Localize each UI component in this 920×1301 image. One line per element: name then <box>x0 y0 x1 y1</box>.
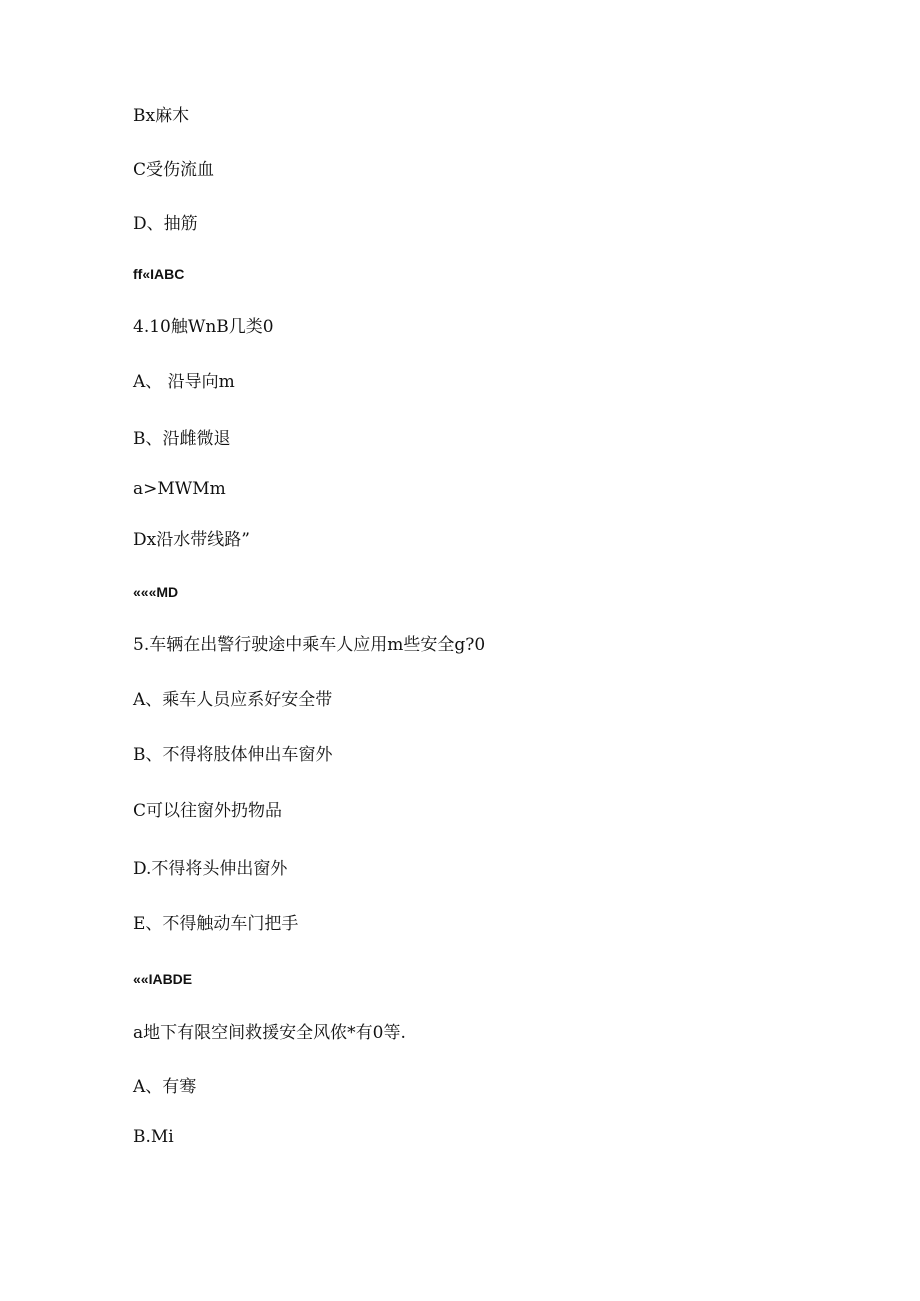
option-5-e: E、不得触动车门把手 <box>133 914 299 934</box>
option-c-bleeding: C受伤流血 <box>133 160 215 180</box>
option-4-c: a>MWMm <box>133 479 226 499</box>
question-5: 5.车辆在出警行驶途中乘车人应用m些安全g?0 <box>133 635 486 655</box>
answer-line-5: ««IABDE <box>133 971 193 987</box>
option-4-a: A、 沿导向m <box>133 372 235 392</box>
question-4: 4.10触WnB几类0 <box>133 317 274 337</box>
option-b-numbness: Bx麻木 <box>133 106 190 126</box>
option-6-b: B.Mi <box>133 1127 174 1147</box>
answer-line-3: ff«IABC <box>133 266 185 282</box>
option-5-b: B、不得将肢体伸出车窗外 <box>133 745 333 765</box>
option-6-a: A、有骞 <box>133 1077 197 1097</box>
question-6: a地下有限空间救援安全风侬*有0等. <box>133 1023 406 1043</box>
answer-line-4: «««MD <box>133 584 179 600</box>
option-4-d: Dx沿水带线路” <box>133 530 250 550</box>
option-5-c: C可以往窗外扔物品 <box>133 801 283 821</box>
option-5-d: D.不得将头伸出窗外 <box>133 859 288 879</box>
option-4-b: B、沿雌微退 <box>133 429 231 449</box>
option-d-cramp: D、抽筋 <box>133 214 198 234</box>
option-5-a: A、乘车人员应系好安全带 <box>133 690 333 710</box>
